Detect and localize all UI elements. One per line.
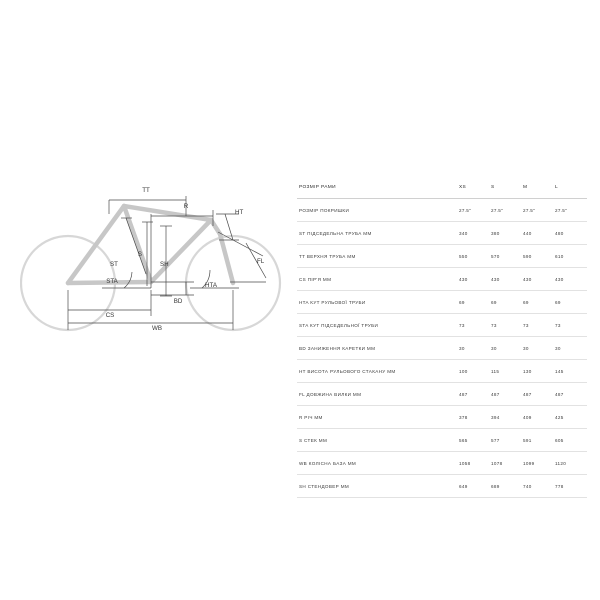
row-value-s: 115 <box>491 360 523 383</box>
row-value-xs: 1058 <box>459 452 491 475</box>
row-label: HT ВИСОТА РУЛЬОВОГО СТАКАНУ ММ <box>297 360 459 383</box>
row-value-l: 778 <box>555 475 587 498</box>
row-value-m: 487 <box>523 383 555 406</box>
row-value-l: 480 <box>555 222 587 245</box>
label-TT: TT <box>142 187 150 194</box>
row-value-s: 30 <box>491 337 523 360</box>
row-value-m: 740 <box>523 475 555 498</box>
column-header-l: L <box>555 176 587 199</box>
row-value-m: 591 <box>523 429 555 452</box>
row-value-l: 27.5" <box>555 199 587 222</box>
row-value-l: 610 <box>555 245 587 268</box>
label-WB: WB <box>152 325 162 332</box>
row-value-xs: 487 <box>459 383 491 406</box>
label-ST: ST <box>110 261 118 268</box>
row-value-m: 440 <box>523 222 555 245</box>
row-value-l: 605 <box>555 429 587 452</box>
row-value-xs: 69 <box>459 291 491 314</box>
row-value-xs: 340 <box>459 222 491 245</box>
table-row <box>297 222 587 245</box>
row-label: BD ЗАНИЖЕННЯ КАРЕТКИ ММ <box>297 337 459 360</box>
column-header-m: M <box>523 176 555 199</box>
table-row <box>297 199 587 222</box>
row-value-l: 69 <box>555 291 587 314</box>
label-S: S <box>137 251 142 258</box>
table-row <box>297 291 587 314</box>
row-value-m: 430 <box>523 268 555 291</box>
row-value-l: 145 <box>555 360 587 383</box>
row-value-m: 69 <box>523 291 555 314</box>
row-value-xs: 27.5" <box>459 199 491 222</box>
row-value-s: 487 <box>491 383 523 406</box>
row-value-s: 689 <box>491 475 523 498</box>
row-value-xs: 100 <box>459 360 491 383</box>
table-row <box>297 360 587 383</box>
row-label: ST ПІДСЕДЕЛЬНА ТРУБА ММ <box>297 222 459 245</box>
row-label: FL ДОВЖИНА ВИЛКИ ММ <box>297 383 459 406</box>
label-CS: CS <box>105 312 115 319</box>
table-row <box>297 429 587 452</box>
row-value-l: 30 <box>555 337 587 360</box>
column-header-xs: XS <box>459 176 491 199</box>
label-SH: SH <box>160 261 169 268</box>
row-value-m: 409 <box>523 406 555 429</box>
row-value-l: 1120 <box>555 452 587 475</box>
row-value-l: 73 <box>555 314 587 337</box>
table-row <box>297 245 587 268</box>
column-header-s: S <box>491 176 523 199</box>
table-row <box>297 314 587 337</box>
row-value-s: 73 <box>491 314 523 337</box>
row-label: S СТЕК ММ <box>297 429 459 452</box>
row-value-s: 69 <box>491 291 523 314</box>
row-value-s: 430 <box>491 268 523 291</box>
table-row <box>297 406 587 429</box>
row-label: SH СТЕНДОВЕР ММ <box>297 475 459 498</box>
label-FL: FL <box>257 258 265 265</box>
table-row <box>297 337 587 360</box>
label-HT: HT <box>235 209 244 216</box>
row-value-m: 590 <box>523 245 555 268</box>
row-value-l: 430 <box>555 268 587 291</box>
row-label: РОЗМІР ПОКРИШКИ <box>297 199 459 222</box>
row-value-xs: 430 <box>459 268 491 291</box>
row-value-l: 487 <box>555 383 587 406</box>
row-value-m: 30 <box>523 337 555 360</box>
table-row <box>297 452 587 475</box>
column-header-frame-size: РОЗМІР РАМИ <box>297 176 459 199</box>
table-header-row <box>297 176 587 199</box>
label-STA: STA <box>106 278 118 285</box>
label-HTA: HTA <box>205 282 217 289</box>
label-BD: BD <box>173 298 183 305</box>
row-value-s: 380 <box>491 222 523 245</box>
row-label: R РІЧ ММ <box>297 406 459 429</box>
row-value-m: 73 <box>523 314 555 337</box>
row-value-m: 27.5" <box>523 199 555 222</box>
row-label: WB КОЛІСНА БАЗА ММ <box>297 452 459 475</box>
row-value-xs: 565 <box>459 429 491 452</box>
row-label: STA КУТ ПІДСЕДЕЛЬНОЇ ТРУБИ <box>297 314 459 337</box>
row-value-m: 130 <box>523 360 555 383</box>
bicycle-geometry-figure <box>20 170 290 370</box>
table-row <box>297 475 587 498</box>
row-value-s: 1078 <box>491 452 523 475</box>
row-value-xs: 73 <box>459 314 491 337</box>
row-value-m: 1099 <box>523 452 555 475</box>
row-value-s: 394 <box>491 406 523 429</box>
frame-size-spec-table <box>297 176 587 498</box>
row-value-xs: 550 <box>459 245 491 268</box>
row-label: HTA КУТ РУЛЬОВОЇ ТРУБИ <box>297 291 459 314</box>
frame-silhouette <box>68 206 233 283</box>
table-row <box>297 383 587 406</box>
row-value-xs: 649 <box>459 475 491 498</box>
row-label: CS ПІР'Я ММ <box>297 268 459 291</box>
row-value-l: 425 <box>555 406 587 429</box>
row-value-xs: 378 <box>459 406 491 429</box>
table-row <box>297 268 587 291</box>
row-value-s: 27.5" <box>491 199 523 222</box>
row-label: TT ВЕРХНЯ ТРУБА ММ <box>297 245 459 268</box>
row-value-xs: 30 <box>459 337 491 360</box>
row-value-s: 577 <box>491 429 523 452</box>
row-value-s: 570 <box>491 245 523 268</box>
label-R: R <box>183 203 189 210</box>
